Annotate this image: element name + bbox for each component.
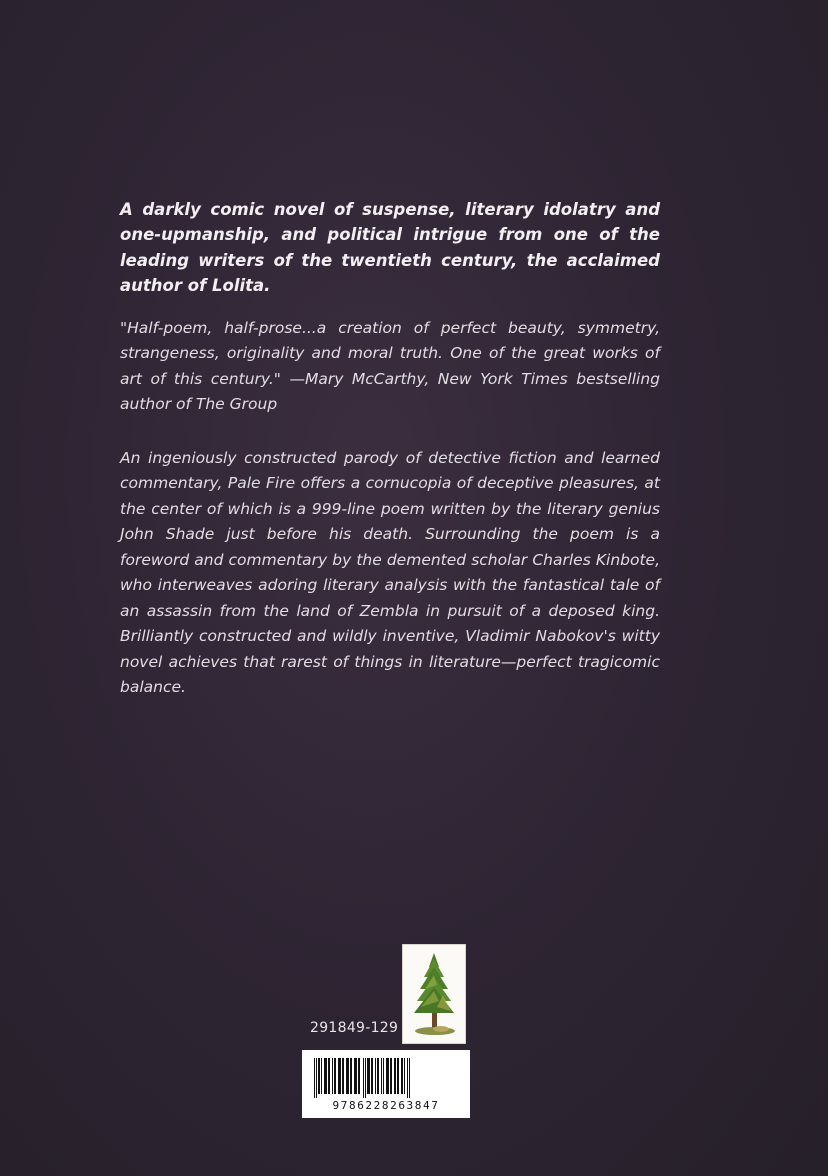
barcode-bar (409, 1058, 410, 1098)
barcode-bar (332, 1058, 333, 1094)
barcode-bar (334, 1058, 336, 1094)
barcode-bar (363, 1058, 364, 1098)
barcode-bar (346, 1058, 349, 1094)
barcode-bar (354, 1058, 357, 1094)
barcode-bar (328, 1058, 330, 1094)
barcode-bar (401, 1058, 403, 1094)
barcode-bar (324, 1058, 327, 1094)
barcode-bar (367, 1058, 370, 1094)
barcode-bars (310, 1058, 462, 1098)
barcode-bar (321, 1058, 322, 1094)
barcode-bar (371, 1058, 373, 1094)
barcode-bar (350, 1058, 352, 1094)
barcode-bar (365, 1058, 366, 1098)
barcode-bar (404, 1058, 405, 1094)
barcode (302, 1050, 470, 1118)
pine-tree-icon (403, 945, 465, 1043)
barcode-bar (316, 1058, 317, 1098)
publisher-logo (402, 944, 466, 1044)
review-quote: "Half-poem, half-prose...a creation of perfect beauty, symmetry, strangeness, originality and moral truth. One of the great works of art of this century." —Mary McCarthy, New York Times bestselling author of The Group (120, 318, 660, 413)
barcode-bar (314, 1058, 315, 1098)
synopsis-paragraph: An ingeniously constructed parody of detective fiction and learned commentary, Pale Fire offers a cornucopia of deceptive pleasures, at the center of which is a 999-line poem written by the literary genius John Shade just before his death. Surrounding the poem is a foreword and commentary by the demented scholar Charles Kinbote, who interweaves adoring literary analysis with the fantastical tale of an assassin from the land of Zembla in pursuit of a deposed king. Brilliantly constructed and wildly inventive, Vladimir Nabokov's witty novel achieves that rarest of things in literature—perfect tragicomic balance. (120, 448, 660, 696)
catalog-code: 291849-129 (310, 1020, 399, 1036)
barcode-bar (397, 1058, 399, 1094)
barcode-bar (386, 1058, 389, 1094)
lead-blurb: A darkly comic novel of suspense, literary idolatry and one-upmanship, and political intrigue from one of the leading writers of the twentieth century, the acclaimed author of Lolita. (120, 199, 660, 295)
barcode-bar (383, 1058, 384, 1094)
barcode-bar (318, 1058, 320, 1094)
barcode-bar (358, 1058, 360, 1094)
barcode-bar (394, 1058, 396, 1094)
barcode-bar (407, 1058, 408, 1098)
barcode-bar (381, 1058, 382, 1094)
barcode-bar (338, 1058, 341, 1094)
barcode-bar (375, 1058, 376, 1094)
isbn-number: 9786228263847 (332, 1099, 440, 1112)
barcode-bar (342, 1058, 344, 1094)
barcode-bar (390, 1058, 392, 1094)
barcode-bar (377, 1058, 379, 1094)
